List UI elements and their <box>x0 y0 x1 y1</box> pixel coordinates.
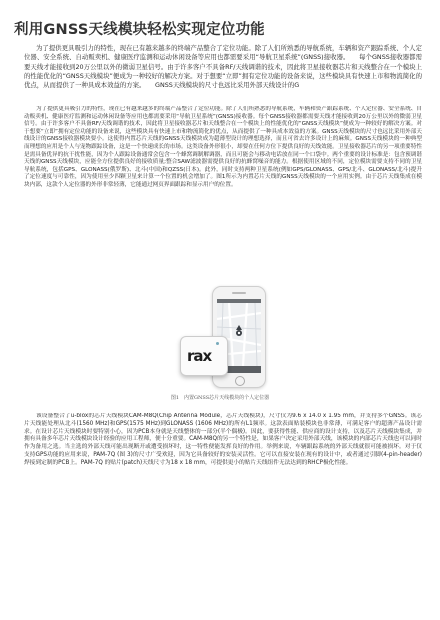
gnss-tracker-device <box>180 336 228 376</box>
home-button <box>235 376 245 386</box>
module-paragraph: 该设备整合了u-blox的芯片天线模块CAM-M8Q(Chip Antenna Module，芯片天线模块)，尺寸仅为9.6 x 14.0 x 1.95 mm，并支持多个GNSS。该芯片天线能处理从北斗(1560 MHz)和GPS(1575 MHz)到GLONASS (1606 MHz)的所有L1频率。这款表面贴装模块也非常薄，可满足客户的超薄产品设计需求。在设计芯片天线模块时要特别小心，因为PCB本身就是天线整体的一部分(半个偶极)。因此，要获得性能、供应商的设计支持，以及芯片天线模块集成，并拥有具备多年芯片天线模块设计经验的应用工程师，便十分重要。CAM-M8Q的另一个特性是，如果客户决定采用外部天线，该模块的内部芯片天线也可以同时作为备用之选。当主选的外部天线可能出现断开或遭受损坏时，这一特性便能发挥良好的作用。举例来说，车辆跟踪系统的外部天线就很可能被损坏。对于仅支持GPS功能的应用来说，PAM-7Q (图 3)的尺寸广受欢迎，因为它具备较好的安装灵活性。它可以直接安装在现有的设计中，或者通过引脚(4-pin-header)焊接到定制的PCB上。PAM-7Q 的贴片(patch)天线尺寸为18 x 18 mm，可提供更小的贴片天线组件无法达到的RHCP极化性能。 <box>24 413 422 466</box>
device-led <box>216 342 219 345</box>
device-logo: rax <box>187 347 212 365</box>
phone-speaker <box>232 292 246 294</box>
phone-status-bar <box>217 299 261 303</box>
figure-personal-locator <box>158 282 288 392</box>
intro-paragraph: 为了提供更具吸引力的特性，现在已有越来越多的终端产品整合了定位功能。除了人们所熟悉的导航系统，车辆和资产跟踪系统、个人定位器、安全系统、自动贩卖机、健康医疗监测和运动休闲设备等应用也都需要采用“导航卫星系统”(GNSS)接收器。 每个GNSS接收器都需要天线才能接收到20万公里以外的微弱卫星信号。由于许多客户不具备RF/天线调谐的技术，因此将卫星接收器芯片和天线整合在一个模块上的性能优化的“GNSS天线模块”便成为一种较好的解决方案。对于想要“立即”拥有定位功能的设备来说，这些模块具有快速上市和物流简化的优点，从而提供了一种具成本效益的方案。 GNSS天线模块的尺寸也远比采用外部天线设计的G <box>24 44 422 90</box>
body-paragraph: 为了提供更具吸引力的特性，现在已有越来越多的终端产品整合了定位功能。除了人们所熟悉的导航系统，车辆和资产跟踪系统、个人定位器、安全系统、自动贩卖机、健康医疗监测和运动休闲设备等应用也都需要采用“导航卫星系统”(GNSS)接收器。每个GNSS接收器都需要天线才能接收到20万公里以外的微弱卫星信号。由于许多客户不具备RF/天线调谐的技术，因此将卫星接收器芯片和天线整合在一个模块上的性能优化的“GNSS天线模块”便成为一种较好的解决方案。对于想要“立即”拥有定位功能的设备来说，这些模块具有快速上市和物流简化的优点，从而提供了一种具成本效益的方案。GNSS天线模块的尺寸也远比采用外部天线设计的GNSS接收器模块要小。这使得内置芯片天线的GNSS天线模块成为超薄型设计的理想选择，而且可省去许多设计上的麻烦。GNSS天线模块的一种典型而理想的应用是个人与宠物跟踪设备，这是一个快速成长的市场。这类设备外形很小，却要在任何方位下提供良好的天线效能。卫星接收器芯片的另一项重要特性是需具备优异的抗干扰性能，因为个人跟踪设备通常会包含一个蜂窝调制解调器，而且可能会与移动电话放在同一个口袋中。两个重要的设计标准是：包含预调谐天线的GNSS天线模块，应能全方位提供良好的接收质量;整合SAW滤波器需提供良好的抗蜂窝噪音的能力。根据使用区域的不同，定位模块需要支持不同的卫星导航系统，包括GPS、GLONASS(俄罗斯)、北斗(中国)和QZSS(日本)。此外，同时支持两种卫星系统(例如GPS/GLONASS、GPS/北斗、GLONASS/北斗)提升了定位速度与可靠性，因为使用至少四颗卫星来计算一个位置的机会增加了。图1所示为内置芯片天线的GNSS天线模块的一个应用实例。由于芯片天线集成在模块内部，这款个人定位器的外形非常轻薄，它能通过网页界面跟踪和显示用户的位置。 <box>24 106 422 188</box>
article-title: 利用GNSS天线模块轻松实现定位功能 <box>14 22 265 38</box>
figure-caption: 图1 内置GNSS芯片天线模块的个人定位器 <box>170 395 270 401</box>
